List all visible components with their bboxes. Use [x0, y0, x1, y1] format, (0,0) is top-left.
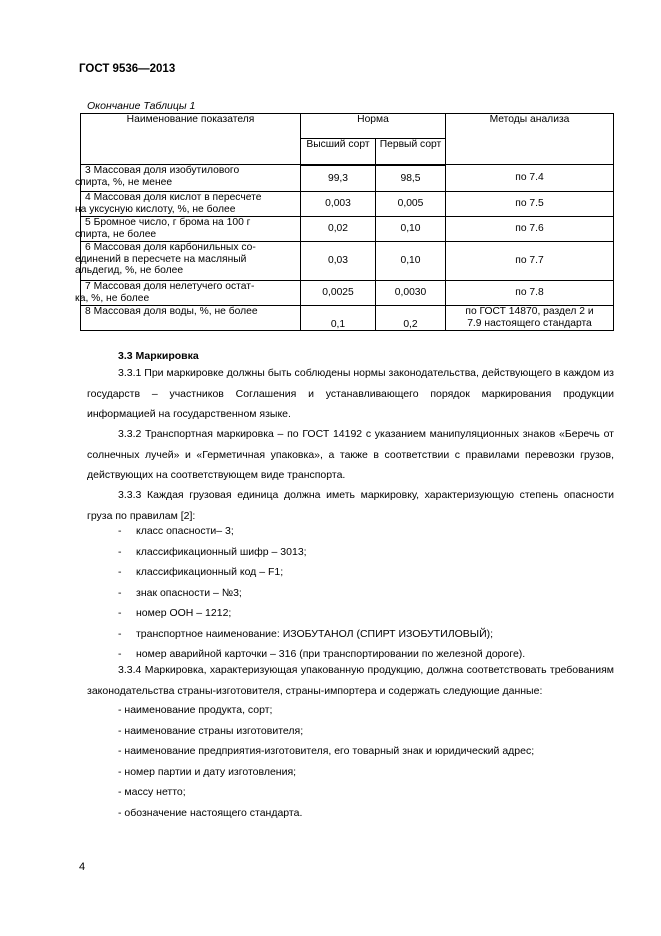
cell-method: по 7.5	[446, 192, 614, 217]
cell-top-grade: 0,1	[301, 306, 376, 331]
list-item: - номер партии и дату изготовления;	[118, 765, 297, 778]
col-header-methods: Методы анализа	[446, 114, 614, 165]
col-header-name: Наименование показателя	[81, 114, 301, 165]
cell-method: по ГОСТ 14870, раздел 2 и 7.9 настоящего стандарта	[446, 306, 614, 331]
page-number: 4	[79, 861, 86, 873]
table-row	[81, 281, 614, 306]
cell-method: по 7.8	[446, 281, 614, 306]
cell-first-grade: 98,5	[376, 165, 446, 192]
cell-method: по 7.6	[446, 217, 614, 242]
list-item: - наименование страны изготовителя;	[118, 724, 304, 737]
list-item: - знак опасности – №3;	[118, 586, 242, 599]
cell-first-grade: 0,005	[376, 192, 446, 217]
list-item: - обозначение настоящего стандарта.	[118, 806, 303, 819]
list-item: - наименование продукта, сорт;	[118, 704, 273, 716]
cell-top-grade: 0,02	[301, 217, 376, 242]
cell-top-grade: 0,003	[301, 192, 376, 217]
cell-top-grade: 0,03	[301, 242, 376, 281]
table-row	[81, 242, 614, 281]
list-item: - номер ООН – 1212;	[118, 607, 232, 619]
col-header-top-grade: Высший сорт	[301, 139, 376, 165]
list-item: - массу нетто;	[118, 786, 186, 798]
paragraph-3-3-3: 3.3.3 Каждая грузовая единица должна иметь маркировку, характеризующую степень опасности груза по правилам [2]:	[87, 489, 614, 522]
cell-first-grade: 0,0030	[376, 281, 446, 306]
cell-top-grade: 0,0025	[301, 281, 376, 306]
paragraph-3-3-1: 3.3.1 При маркировке должны быть соблюдены нормы законодательства, действующего в каждом из государств – участников Соглашения и устанавливающего порядок маркирования продукции информацией на государственном языке.	[87, 367, 614, 420]
list-item: - класс опасности– 3;	[118, 525, 234, 537]
specs-table	[75, 113, 614, 331]
table-row	[81, 306, 614, 331]
list-item: - транспортное наименование: ИЗОБУТАНОЛ (СПИРТ ИЗОБУТИЛОВЫЙ);	[118, 627, 494, 640]
paragraph-3-3-2: 3.3.2 Транспортная маркировка – по ГОСТ 14192 с указанием манипуляционных знаков «Беречь от солнечных лучей» и «Герметичная упаковка», а также в соответствии с правилами перевозки грузов, действующих на соответствующем виде транспорта.	[87, 428, 614, 481]
table-row	[81, 192, 614, 217]
list-item: - наименование предприятия-изготовителя, его товарный знак и юридический адрес;	[118, 745, 535, 757]
list-item: - классификационный шифр – 3013;	[118, 545, 307, 558]
cell-method: по 7.7	[446, 242, 614, 281]
table-caption: Окончание Таблицы 1	[87, 100, 196, 112]
cell-indicator-name: 3 Массовая доля изобутилового спирта, %, не менее	[81, 165, 301, 192]
col-header-first-grade: Первый сорт	[376, 139, 446, 165]
cell-first-grade: 0,2	[376, 306, 446, 331]
table-row	[81, 217, 614, 242]
paragraph-3-3-4: 3.3.4 Маркировка, характеризующая упакованную продукцию, должна соответствовать требованиям законодательства страны-изготовителя, страны-импортера и содержать следующие данные:	[87, 664, 614, 697]
list-item: - номер аварийной карточки – 316 (при транспортировании по железной дороге).	[118, 648, 526, 660]
product-marking-list	[118, 700, 534, 823]
section-title: 3.3 Маркировка	[118, 350, 199, 362]
cell-indicator-name: 7 Массовая доля нелетучего остат- ка, %, не более	[81, 281, 301, 306]
table-row	[81, 165, 614, 192]
cell-indicator-name: 6 Массовая доля карбонильных со- единений в пересчете на масляный альдегид, %, не более	[81, 242, 301, 281]
cell-indicator-name: 8 Массовая доля воды, %, не более	[81, 306, 301, 331]
document-header: ГОСТ 9536—2013	[79, 63, 176, 75]
cell-indicator-name: 4 Массовая доля кислот в пересчете на уксусную кислоту, %, не более	[81, 192, 301, 217]
cell-method: по 7.4	[446, 165, 614, 192]
cell-indicator-name: 5 Бромное число, г брома на 100 г спирта, не более	[81, 217, 301, 242]
col-header-norm: Норма	[301, 114, 446, 139]
hazard-list	[118, 521, 525, 665]
cell-first-grade: 0,10	[376, 217, 446, 242]
list-item: - классификационный код – F1;	[118, 566, 284, 578]
cell-top-grade: 99,3	[301, 165, 376, 192]
cell-first-grade: 0,10	[376, 242, 446, 281]
